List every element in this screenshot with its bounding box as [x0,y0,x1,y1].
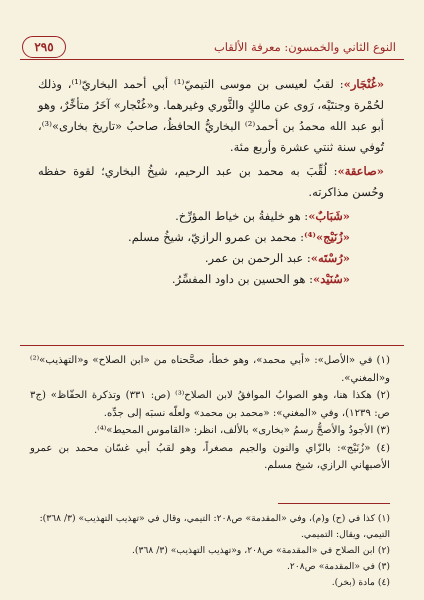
sub-item-text: : هو الحسين بن داود المفسِّرُ. [171,272,313,286]
reference-note: (٣) في «المقدمة» ص٢٠٨. [287,561,390,572]
footnote: (٣) الأجودُ والأصحُّ رسمُ «بخارى» بالألف، انظر: «القاموس المحيط»⁽⁴⁾. [93,425,390,436]
term-rustah: «رُسْتَه» [310,251,350,265]
reference-note: (٢) ابن الصلاح في «المقدمة» ص٢٠٨، و«تهذيب التهذيب» (٣/ ٣٦٨). [132,545,390,556]
footnote: (٤) «زُنَيْج»: بالزّاي والنون والجيم مصغراً، وهو لقبُ أبي غسّان محمد بن عمرو الأصبهاني الرازي، شيخ مسلم. [30,442,390,471]
reference-note: (١) كذا في (ح) و(م)، وفي «المقدمة» ص٢٠٨: التيمي، وقال في «تهذيب التهذيب» (٣/ ٣٦٨): التيمي، ويقال: التميمي. [39,513,390,540]
editor-references [30,511,390,591]
paragraph-ghunjar-text: : لقبٌ لعيسى بن موسى التيميّ⁽¹⁾ أبي أحمد البخاريّ⁽¹⁾، وذلك لحُمْرة وجنتَيْه، رَوى عن مالكٍ والثَّوري وغيرهما. و«غُنْجار» آخَرُ متأخِّرٌ، وهو أبو عبد الله محمدُ بن أحمد⁽²⁾ البخاريُّ الحافظُ، صاحبُ «تاريخ بخارى»⁽³⁾، تُوفي سنة ثنتي عشرة وأربع مئة. [38,77,384,154]
sub-item-zunayj [38,227,384,248]
running-title: النوع الثاني والخمسون: معرفة الألقاب [213,40,396,54]
term-sunayd: «سُنَيْد» [313,272,350,286]
paragraph-saiqa-text: : لُقِّبَ به محمد بن عبد الرحيم، شيخُ البخاري؛ لقوة حفظه وحُسن مذاكرته. [38,164,384,199]
paragraph-saiqa [38,161,384,203]
reference-note: (٤) مادة (بخر). [331,577,390,588]
term-saiqa: «صاعقة» [337,164,384,178]
footnote: (١) في «الأصل»: «أبي محمد»، وهو خطأ، صحَّحناه من «ابن الصلاح» و«التهذيب»⁽²⁾ و«المغني». [30,355,390,384]
main-text [38,74,384,290]
term-shabab: «شَبَابٌ» [308,209,350,223]
sub-item-text: : عبد الرحمن بن عمر. [204,251,311,265]
term-zunayj: «زُنَيْج»⁽⁴⁾ [304,230,350,244]
sub-item-rustah [38,248,384,269]
footnote: (٢) هكذا هنا، وهو الصوابُ الموافقُ لابن الصلاح⁽³⁾ (ص: ٣٣١) وتذكرة الحفّاظ» (ج٣ ص: ١٢٣٩)، وفي «المغني»: «محمد بن محمد» ولعلّه نسبَه إلى جدِّه. [30,390,391,419]
footnote-divider [20,345,404,346]
header-rule [20,59,404,60]
sub-item-sunayd [38,269,384,290]
sub-item-shabab [38,206,384,227]
reference-divider [278,503,390,504]
term-ghunjar: «غُنْجَار» [343,77,385,91]
paragraph-ghunjar [38,74,384,158]
sub-item-text: : محمد بن عمرو الرازيّ، شيخُ مسلم. [128,230,305,244]
sub-item-text: : هو خليفةُ بن خياط المؤرِّخ. [175,209,309,223]
page-header [20,34,404,60]
page-number-badge: ٢٩٥ [22,36,66,58]
footnotes [30,352,390,475]
